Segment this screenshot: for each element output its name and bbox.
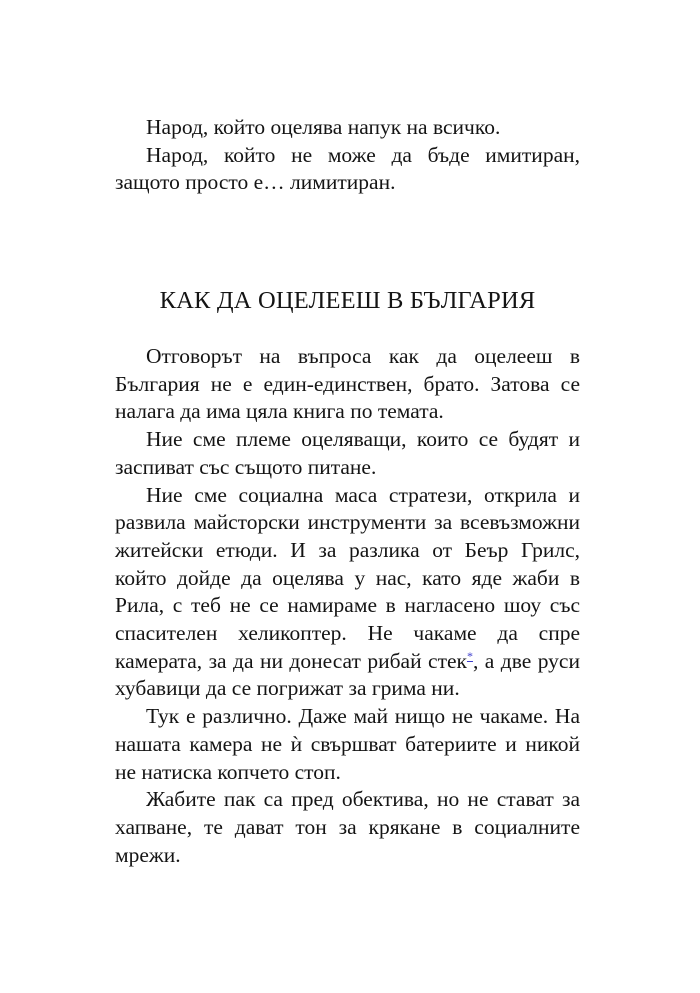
body-text: , а две руси хубавици да се погрижат за грима ни. — [115, 648, 580, 701]
body-paragraph: Тук е различно. Даже май нищо не чакаме. На нашата камера не ѝ свършват батериите и никой не натиска копчето стоп. — [115, 704, 580, 784]
intro-block — [115, 114, 580, 197]
body-paragraph-with-footnote — [115, 482, 580, 704]
chapter-body — [115, 343, 580, 869]
intro-paragraph: Народ, който не може да бъде имитиран, защото просто е… лимитиран. — [115, 142, 580, 195]
intro-paragraph: Народ, който оцелява напук на всичко. — [146, 115, 501, 139]
chapter-title: КАК ДА ОЦЕЛЕЕШ В БЪЛГАРИЯ — [159, 287, 536, 314]
body-text: Ние сме социална маса стратези, открила и развила майсторски инструменти за всевъзможни житейски етюди. И за разлика от Беър Грилс, който дойде да оцелява у нас, като яде жаби в Рила, с теб не се намираме в нагласено шоу със спасителен хеликоптер. Не чакаме да спре камерата, за да ни донесат рибай стек — [115, 482, 580, 673]
body-paragraph: Отговорът на въпроса как да оцелееш в България не е един-единствен, брато. Затова се налага да има цяла книга по темата. — [115, 344, 580, 424]
body-paragraph: Жабите пак са пред обектива, но не стават за хапване, те дават тон за крякане в социалните мрежи. — [115, 787, 580, 867]
body-paragraph: Ние сме племе оцеляващи, които се будят и заспиват със същото питане. — [115, 427, 580, 479]
footnote-link[interactable]: * — [466, 648, 473, 663]
